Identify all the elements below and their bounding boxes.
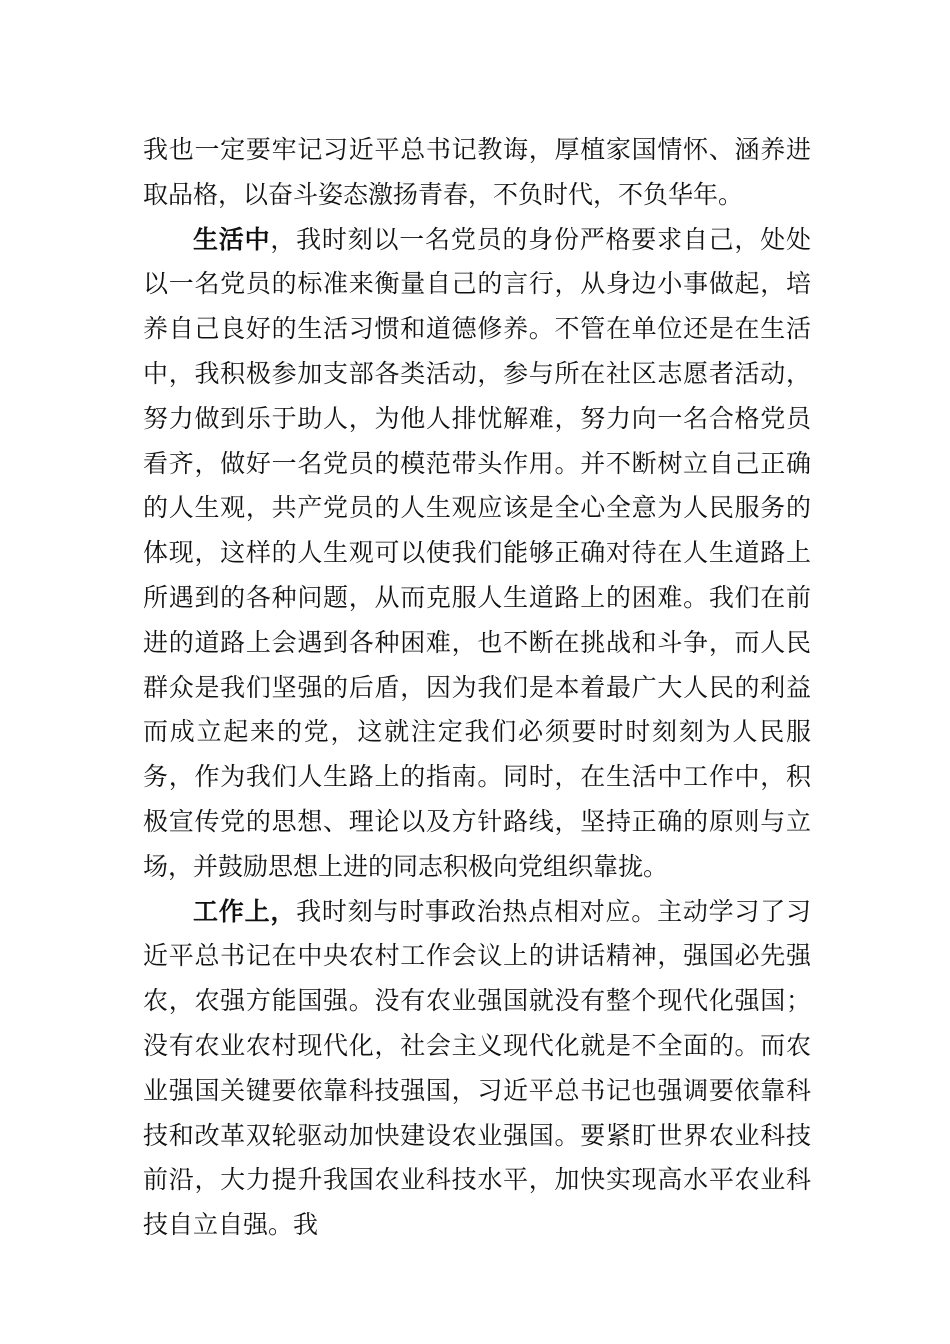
paragraph-work [143,890,811,1248]
paragraph-1-text: 我也一定要牢记习近平总书记教诲，厚植家国情怀、涵养进取品格，以奋斗姿态激扬青春，不负时代，不负华年。 [143,135,811,209]
document-body [143,128,811,1248]
paragraph-2-lead: 生活中 [193,224,271,254]
paragraph-continuation [143,128,811,218]
paragraph-3-text: 我时刻与时事政治热点相对应。主动学习了习近平总书记在中央农村工作会议上的讲话精神，强国必先强农，农强方能国强。没有农业强国就没有整个现代化强国；没有农业农村现代化，社会主义现代化就是不全面的。而农业强国关键要依靠科技强国，习近平总书记也强调要依靠科技和改革双轮驱动加快建设农业强国。要紧盯世界农业科技前沿，大力提升我国农业科技水平，加快实现高水平农业科技自立自强。我 [143,896,811,1240]
paragraph-2-text: ，我时刻以一名党员的身份严格要求自己，处处以一名党员的标准来衡量自己的言行，从身边小事做起，培养自己良好的生活习惯和道德修养。不管在单位还是在生活中，我积极参加支部各类活动，参与所在社区志愿者活动，努力做到乐于助人，为他人排忧解难，努力向一名合格党员看齐，做好一名党员的模范带头作用。并不断树立自己正确的人生观，共产党员的人生观应该是全心全意为人民服务的体现，这样的人生观可以使我们能够正确对待在人生道路上所遇到的各种问题，从而克服人生道路上的困难。我们在前进的道路上会遇到各种困难，也不断在挑战和斗争，而人民群众是我们坚强的后盾，因为我们是本着最广大人民的利益而成立起来的党，这就注定我们必须要时时刻刻为人民服务，作为我们人生路上的指南。同时，在生活中工作中，积极宣传党的思想、理论以及方针路线，坚持正确的原则与立场，并鼓励思想上进的同志积极向党组织靠拢。 [143,224,811,881]
paragraph-3-lead: 工作上， [193,896,297,926]
paragraph-life [143,218,811,890]
